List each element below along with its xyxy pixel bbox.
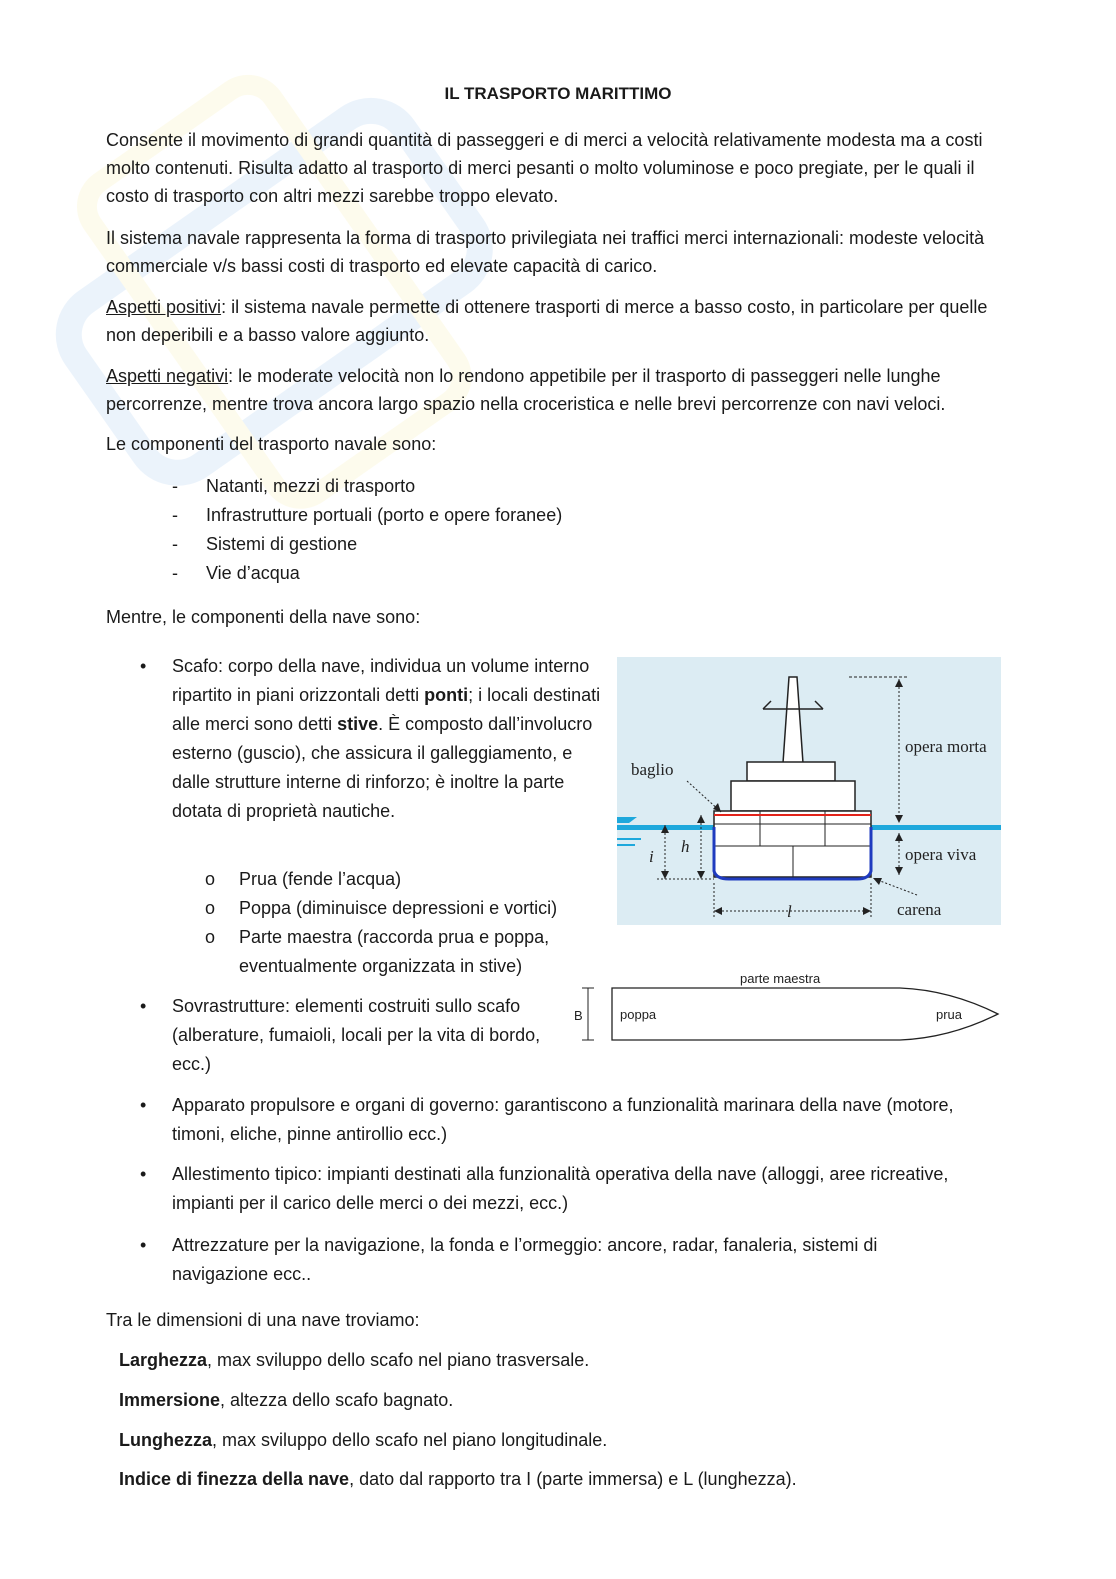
system-paragraph: Il sistema navale rappresenta la forma di trasporto privilegiata nei traffici merci internazionali: modeste velocità commerciale v/s bassi costi di trasporto ed elevate capacità di carico. — [106, 228, 985, 276]
dimension-item: Immersione, altezza dello scafo bagnato. — [119, 1390, 454, 1410]
superstructure-lower — [731, 781, 855, 811]
bullet-glyph: • — [140, 1235, 147, 1255]
negative-aspects-paragraph — [106, 362, 1006, 418]
sub-item-prua: o Prua (fende l’acqua) — [205, 865, 565, 894]
ship-components-intro: Mentre, le componenti della nave sono: — [106, 607, 421, 627]
bullet-glyph: • — [140, 996, 147, 1016]
sub-item-parte-maestra: o Parte maestra (raccorda prua e poppa, eventualmente organizzata in stive) — [205, 923, 565, 981]
label-baglio: baglio — [631, 760, 674, 779]
sub-bullet-glyph: o — [205, 927, 216, 947]
dimension-item: Larghezza, max sviluppo dello scafo nel piano trasversale. — [119, 1350, 590, 1370]
list-item: - Sistemi di gestione — [172, 530, 562, 559]
label-poppa: poppa — [620, 1007, 657, 1022]
sub-bullet-glyph: o — [205, 869, 216, 889]
transport-components-list — [172, 472, 562, 588]
intro-paragraph: Consente il movimento di grandi quantità di passeggeri e di merci a velocità relativamente modesta ma a costi molto contenuti. Risulta adatto al trasporto di merci pesanti o molto voluminose e poco pregiate, per le quali il costo di trasporto con altri mezzi sarebbe troppo elevato. — [106, 130, 983, 206]
label-opera-morta: opera morta — [905, 737, 987, 756]
positive-aspects-text: : il sistema navale permette di ottenere trasporti di merce a basso costo, in particolare per quelle non deperibili e a basso valore aggiunto. — [106, 297, 988, 345]
bullet-sovrastrutture: • Sovrastrutture: elementi costruiti sullo scafo (alberature, fumaioli, locali per la vita di bordo, ecc.) — [140, 992, 560, 1079]
negative-aspects-text: : le moderate velocità non lo rendono appetibile per il trasporto di passeggeri nelle lunghe percorrenze, mentre trova ancora largo spazio nella croceristica e nelle brevi percorrenze con navi veloci. — [106, 366, 946, 414]
dimensions-intro: Tra le dimensioni di una nave troviamo: — [106, 1310, 420, 1330]
ship-plan-figure — [570, 968, 1010, 1046]
list-item: - Infrastrutture portuali (porto e opere foranee) — [172, 501, 562, 530]
superstructure-top — [747, 762, 835, 781]
bullet-glyph: • — [140, 1164, 147, 1184]
page-title: IL TRASPORTO MARITTIMO — [444, 84, 672, 103]
label-l: l — [787, 902, 792, 921]
dimension-item: Lunghezza, max sviluppo dello scafo nel piano longitudinale. — [119, 1430, 608, 1450]
bullet-glyph: • — [140, 1095, 147, 1115]
ship-cross-section-figure — [617, 657, 1001, 925]
dimension-item: Indice di finezza della nave, dato dal rapporto tra I (parte immersa) e L (lunghezza). — [119, 1469, 797, 1489]
label-i: i — [649, 847, 654, 866]
positive-aspects-label: Aspetti positivi — [106, 297, 222, 317]
sub-item-poppa: o Poppa (diminuisce depressioni e vortici) — [205, 894, 565, 923]
transport-components-intro: Le componenti del trasporto navale sono: — [106, 434, 437, 454]
bullet-apparato: • Apparato propulsore e organi di governo: garantiscono a funzionalità marinara della nave (motore, timoni, eliche, pinne antirollio ecc.) — [140, 1091, 1010, 1149]
list-item: - Vie d’acqua — [172, 559, 562, 588]
list-item: - Natanti, mezzi di trasporto — [172, 472, 562, 501]
bullet-scafo — [140, 652, 610, 826]
positive-aspects-paragraph — [106, 293, 1006, 349]
label-carena: carena — [897, 900, 942, 919]
scafo-text: Scafo: corpo della nave, individua un volume interno ripartito in piani orizzontali detti ponti; i locali destinati alle merci sono detti stive. È composto dall’involucro esterno (guscio), che assicura il galleggiamento, e dalle strutture interne di rinforzo; è inoltre la parte dotata di proprietà nautiche. — [172, 656, 601, 821]
sub-bullet-glyph: o — [205, 898, 216, 918]
label-parte-maestra: parte maestra — [740, 971, 821, 986]
label-prua: prua — [936, 1007, 963, 1022]
label-b: B — [574, 1008, 583, 1023]
bullet-attrezzature: • Attrezzature per la navigazione, la fonda e l’ormeggio: ancore, radar, fanaleria, sistemi di navigazione ecc.. — [140, 1231, 920, 1289]
bullet-allestimento: • Allestimento tipico: impianti destinati alla funzionalità operativa della nave (alloggi, aree ricreative, impianti per il carico delle merci o dei mezzi, ecc.) — [140, 1160, 1010, 1218]
bullet-glyph: • — [140, 656, 147, 676]
label-h: h — [681, 837, 690, 856]
negative-aspects-label: Aspetti negativi — [106, 366, 229, 386]
label-opera-viva: opera viva — [905, 845, 977, 864]
